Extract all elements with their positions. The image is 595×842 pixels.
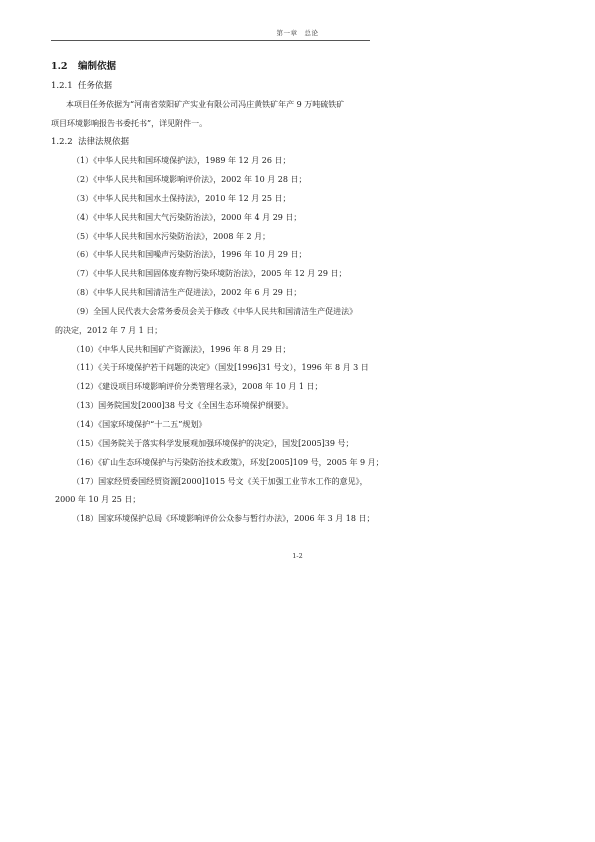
law-list-item: （7）《中华人民共和国固体废弃物污染环境防治法》，2005 年 12 月 29 日； (72, 269, 347, 278)
law-list-item: （14）《国家环境保护“十二五”规划》 (72, 420, 207, 429)
law-list-item: （13）国务院国发[2000]38 号文《全国生态环境保护纲要》。 (72, 401, 294, 410)
subsection-heading-laws (51, 137, 129, 147)
law-list-item: （3）《中华人民共和国水土保持法》，2010 年 12 月 25 日； (72, 194, 291, 203)
subsection-heading-task-basis (51, 81, 112, 91)
law-list-item: （10）《中华人民共和国矿产资源法》，1996 年 8 月 29 日； (72, 345, 291, 354)
task-basis-paragraph-line: 本项目任务依据为“河南省荥阳矿产实业有限公司冯庄黄铁矿年产 9 万吨硫铁矿 (66, 100, 345, 109)
law-list-item: （5）《中华人民共和国水污染防治法》，2008 年 2 月； (72, 232, 271, 241)
law-list-item: （17）国家经贸委国经贸资源[2000]1015 号文《关于加强工业节水工作的意见》， (72, 477, 368, 486)
law-list-item: （1）《中华人民共和国环境保护法》，1989 年 12 月 26 日； (72, 156, 291, 165)
law-list-item: （12）《建设项目环境影响评价分类管理名录》，2008 年 10 月 1 日； (72, 382, 323, 391)
law-list-item: （4）《中华人民共和国大气污染防治法》，2000 年 4 月 29 日； (72, 213, 302, 222)
law-list-item: （15）《国务院关于落实科学发展观加强环境保护的决定》，国发[2005]39 号； (72, 439, 354, 448)
law-list-item: （18）国家环境保护总局《环境影响评价公众参与暂行办法》，2006 年 3 月 18 日； (72, 514, 375, 523)
section-number: 1.2 (51, 61, 68, 72)
law-list-item-continuation: 2000 年 10 月 25 日； (55, 495, 141, 504)
law-list-item: （11）《关于环境保护若干问题的决定》（国发[1996]31 号文），1996 年 8 月 3 日 (72, 363, 369, 372)
page-number: 1-2 (292, 552, 303, 560)
running-header: 第一章 总论 (276, 29, 319, 37)
law-list-item-continuation: 的决定，2012 年 7 月 1 日； (55, 326, 163, 335)
law-list-item: （9）全国人民代表大会常务委员会关于修改《中华人民共和国清洁生产促进法》 (72, 307, 358, 316)
section-heading (51, 62, 116, 72)
law-list-item: （6）《中华人民共和国噪声污染防治法》，1996 年 10 月 29 日； (72, 250, 307, 259)
task-basis-paragraph-line: 项目环境影响报告书委托书”，详见附件一。 (51, 119, 208, 128)
subsection-number: 1.2.2 (51, 137, 73, 147)
header-rule (51, 40, 370, 41)
law-list-item: （2）《中华人民共和国环境影响评价法》，2002 年 10 月 28 日； (72, 175, 307, 184)
subsection-number: 1.2.1 (51, 81, 73, 91)
law-list-item: （16）《矿山生态环境保护与污染防治技术政策》，环发[2005]109 号，2005 年 9 月； (72, 458, 384, 467)
subsection-title: 任务依据 (78, 81, 113, 91)
subsection-title: 法律法规依据 (78, 137, 130, 147)
section-title: 编制依据 (78, 61, 117, 72)
law-list-item: （8）《中华人民共和国清洁生产促进法》，2002 年 6 月 29 日； (72, 288, 302, 297)
